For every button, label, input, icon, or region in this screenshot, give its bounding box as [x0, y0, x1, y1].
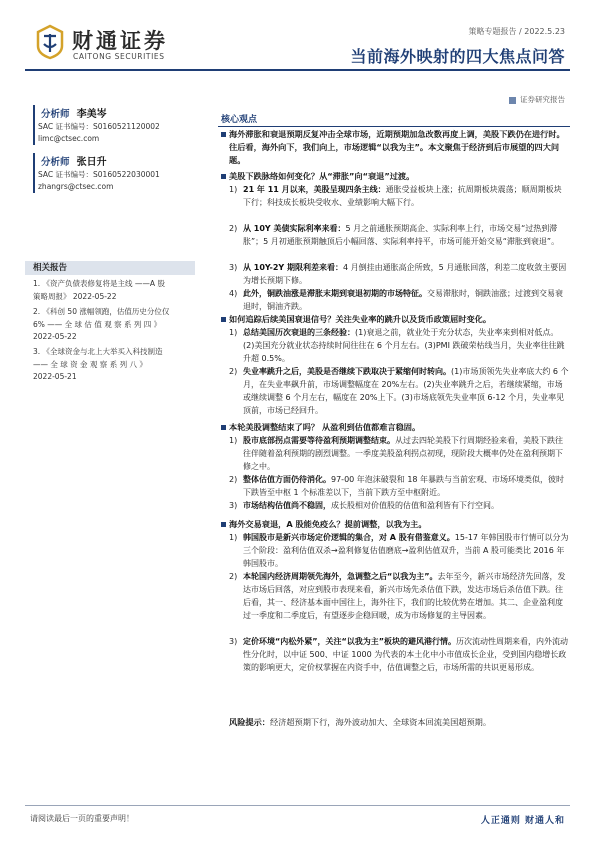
key-points-divider [218, 126, 570, 127]
bullet-square-icon [221, 425, 226, 430]
key-points-heading: 核心观点 [221, 115, 258, 125]
list-item: 2) 整体估值方面仍待消化。97-00 年泡沫破裂和 18 年暴跌与当前宏观、市场环境类似，彼时下跌皆至中枢 1 个标准差以下，当前下跌方至中枢附近。 [229, 475, 565, 497]
analyst-role: 分析师 [41, 157, 70, 168]
analyst-name: 张日升 [76, 157, 107, 168]
list-item: 3) 定价环境“内松外紧”，关注“以我为主”板块的避风港行情。历次流动性周期来看，内外流动性分化时，以中证 500、中证 1000 为代表的本土化中小市值成长企业，受到国内稳增长政策的影响更大，定价权掌握在内资手中，估值调整之后，市场所需的共识更易形成。 [229, 637, 569, 672]
list-item: 1) 股市底部拐点需要等待盈利预期调整结束。从过去四轮美股下行周期经验来看，美股下跌往往伴随着盈利预期的剧烈调整。一季度美股盈利拐点初现，现阶段大概率仍处在盈利预期下修之中。 [229, 436, 563, 471]
summary-paragraph: 海外滞胀和衰退预期反复冲击全球市场，近期预期加急改数再度上调，美股下跌仍在进行时。往后看，海外向下，我们向上，市场逻辑“以我为主”。本文聚焦于经济到后市展望的四大问题。 [229, 128, 569, 167]
list-item: 2) 从 10Y 美债实际利率来看：5 月之前通胀预期高企、实际利率上行，市场交易“过热到滞胀”；5 月初通胀预期触顶后小幅回落、实际利率持平，市场可能开始交易“滞胀到衰退”。 [229, 224, 560, 246]
list-item: 2) 失业率跳升之后，美股是否继续下跌取决于紧缩何时转向。(1)市场顶领先失业率底大约 6 个月，在失业率飙升前，市场调整幅度在 20%左右。(2)失业率跳升之后，若继续紧缩，市场或继续调整 6 个月左右，幅度在 20%上下。(3)市场底领先失业率顶 6-12 个月，失业率见顶前，市场已经回升。 [229, 367, 569, 415]
footer-slogan: 人正通则 财通人和 [480, 816, 565, 826]
related-reports-heading: 相关报告 [25, 261, 195, 275]
list-item: 3) 市场结构估值尚不稳固，成长股相对价值股的估值和盈利皆有下行空间。 [229, 501, 499, 510]
bullet-square-icon [221, 132, 226, 137]
footer-divider [25, 805, 570, 806]
report-title: 当前海外映射的四大焦点问答 [350, 47, 565, 66]
analyst-email[interactable]: zhangrs@ctsec.com [38, 182, 114, 191]
related-report-item[interactable]: 2. 《科创 50 涨幅领跑，估值历史分位仅 6% —— 全 球 估 值 观 察 系 列 四 》 2022-05-22 [33, 307, 170, 341]
bullet-square-icon [221, 174, 226, 179]
related-report-item[interactable]: 1. 《资产负债表修复将是主线 ——A 股 策略周报》 2022-05-22 [33, 279, 165, 301]
company-logo-icon [32, 24, 68, 60]
list-item: 1) 总结美国历次衰退的三条经验：(1)衰退之前，就业处于充分状态，失业率来到相对低点。(2)美国充分就业状态持续时间往往在 6 个月左右。(3)PMI 跌破荣枯线当月，失业率往往跳升超 0.5%。 [229, 328, 565, 363]
list-item: 3) 从 10Y-2Y 期限利差来看：4 月倒挂由通胀高企所致，5 月通胀回落，利差二度收敛主要因为增长预期下修。 [229, 263, 567, 285]
list-item: 4) 此外，铜跌油涨是滞胀末期到衰退初期的市场特征。交易滞胀时，铜跌油涨；过渡到交易衰退时，铜油齐跌。 [229, 289, 563, 311]
company-name-cn: 财通证券 [72, 29, 168, 53]
related-report-item[interactable]: 3. 《全球资金与北上大举买入科技制造 —— 全 球 资 金 观 察 系 列 八 》 2022-05-21 [33, 347, 163, 381]
risk-label: 风险提示： [229, 717, 270, 727]
risk-warning [229, 716, 569, 729]
analyst-cert: SAC 证书编号：S0160522030001 [38, 170, 160, 179]
list-item: 2) 本轮国内经济周期领先海外，急调整之后“以我为主”。去年至今，新兴市场经济先回落，发达市场后回落，对应到股市表现来看，新兴市场先杀估值下跌，发达市场后杀估值下跌。往后看，其一、经济基本面中国往上，海外往下，我们的比较优势在增加。其二、企业盈利度过一季度和二季度后，有望逐步企稳回暖，成为市场修复的主导因素。 [229, 572, 566, 620]
section-title: 海外交易衰退，A 股能免疫么？提前调整，以我为主。 [229, 518, 569, 531]
analyst-role: 分析师 [41, 109, 70, 120]
bullet-square-icon [221, 522, 226, 527]
section-title: 如何追踪后续美国衰退信号？关注失业率的跳升以及货币政策屈时变化。 [229, 313, 569, 326]
document-icon [509, 97, 516, 104]
section-title: 美股下跌脉络如何变化？从“滞胀”向“衰退”过渡。 [229, 170, 569, 183]
risk-text: 经济超预期下行，海外波动加大、全球资本回流美国超预期。 [269, 717, 492, 727]
report-type-label: 证券研究报告 [509, 94, 565, 105]
analyst-email[interactable]: limc@ctsec.com [38, 134, 100, 143]
report-category: 策略专题报告 [468, 27, 517, 36]
analyst-name: 李美岑 [76, 109, 107, 120]
list-item: 1) 韩国股市是新兴市场定价逻辑的集合，对 A 股有借鉴意义。15-17 年韩国股市行情可以分为三个阶段：盈利估值双杀→盈利修复估值磨底→盈利估值双升，当前 A 股可能类比 2016 年韩国股市。 [229, 533, 569, 568]
list-item: 1) 21 年 11 月以来，美股呈现四条主线：通胀受益板块上涨；抗周期板块震荡；顺周期板块下行；科技成长板块受收水、业绩影响大幅下行。 [229, 185, 562, 207]
bullet-square-icon [221, 317, 226, 322]
header-divider [25, 69, 570, 71]
section-title: 本轮美股调整结束了吗？ 从盈利到估值都难言稳固。 [229, 421, 569, 434]
company-name-en: CAITONG SECURITIES [73, 52, 165, 61]
analyst-cert: SAC 证书编号：S0160521120002 [38, 122, 160, 131]
footer-disclaimer[interactable]: 请阅读最后一页的重要声明！ [30, 814, 134, 823]
report-meta: 策略专题报告 / 2022.5.23 [468, 27, 565, 36]
report-date: 2022.5.23 [524, 27, 565, 36]
